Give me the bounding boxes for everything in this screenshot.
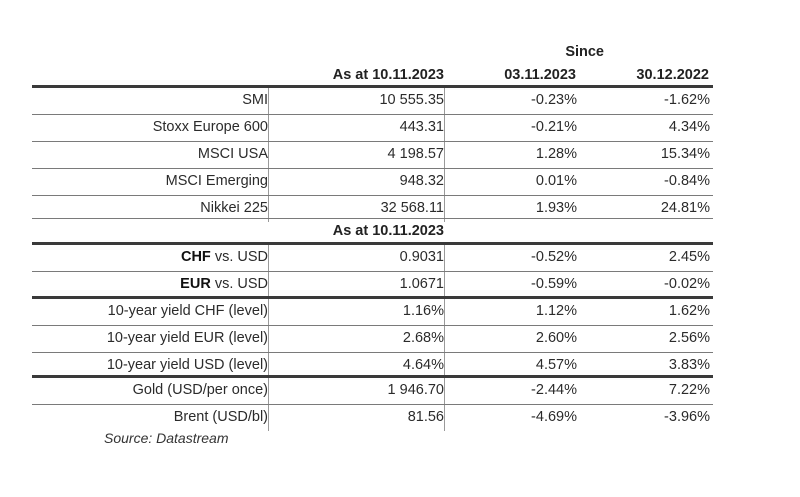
section-header-as-at: As at 10.11.2023 (332, 223, 444, 239)
row-label: CHF vs. USD (180, 249, 268, 265)
row-value: 443.31 (399, 119, 444, 135)
row-value: 81.56 (407, 409, 444, 425)
row-change-2: 3.83% (668, 357, 710, 373)
row-label: 10-year yield EUR (level) (106, 330, 268, 346)
row-change-1: 1.93% (535, 200, 577, 216)
row-value: 948.32 (399, 173, 444, 189)
row-change-1: 2.60% (535, 330, 577, 346)
row-value: 4.64% (402, 357, 444, 373)
row-change-1: 1.28% (535, 146, 577, 162)
row-value: 0.9031 (399, 249, 444, 265)
row-change-2: 15.34% (660, 146, 710, 162)
row-label: Stoxx Europe 600 (152, 119, 268, 135)
row-change-2: -0.84% (664, 173, 710, 189)
row-change-1: 0.01% (535, 173, 577, 189)
row-change-1: -0.23% (531, 92, 577, 108)
row-change-2: 7.22% (668, 382, 710, 398)
table-row (32, 142, 713, 168)
row-change-2: -3.96% (664, 409, 710, 425)
row-label: MSCI USA (197, 146, 268, 162)
row-label: MSCI Emerging (165, 173, 268, 189)
table-row (32, 169, 713, 195)
table-row (32, 272, 713, 298)
row-label: 10-year yield CHF (level) (107, 303, 268, 319)
row-change-2: -1.62% (664, 92, 710, 108)
row-value: 32 568.11 (380, 200, 444, 216)
table-row (32, 88, 713, 114)
row-change-1: -0.52% (531, 249, 577, 265)
row-label: Nikkei 225 (200, 200, 268, 216)
row-value: 1 946.70 (387, 382, 444, 398)
row-change-1: 4.57% (535, 357, 577, 373)
row-value: 1.0671 (399, 276, 444, 292)
header-as-at: As at 10.11.2023 (332, 67, 444, 83)
row-change-1: -0.21% (531, 119, 577, 135)
row-change-2: 24.81% (660, 200, 710, 216)
row-label: 10-year yield USD (level) (106, 357, 268, 373)
table-row (32, 405, 713, 431)
row-change-1: -2.44% (531, 382, 577, 398)
row-change-1: 1.12% (535, 303, 577, 319)
row-value: 1.16% (402, 303, 444, 319)
header-date-1: 03.11.2023 (504, 67, 576, 83)
row-label: EUR vs. USD (180, 276, 268, 292)
row-label: SMI (242, 92, 268, 108)
header-since: Since (565, 44, 604, 60)
table-row (32, 326, 713, 352)
row-value: 10 555.35 (379, 92, 444, 108)
row-label: Gold (USD/per once) (132, 382, 268, 398)
row-change-1: -4.69% (531, 409, 577, 425)
table-row (32, 245, 713, 271)
table-row (32, 378, 713, 404)
header-date-2: 30.12.2022 (636, 67, 709, 83)
row-change-1: -0.59% (531, 276, 577, 292)
row-change-2: 2.45% (668, 249, 710, 265)
source-note: Source: Datastream (104, 430, 229, 446)
table-row (32, 115, 713, 141)
row-value: 4 198.57 (387, 146, 444, 162)
row-change-2: 1.62% (668, 303, 710, 319)
row-value: 2.68% (402, 330, 444, 346)
row-change-2: -0.02% (664, 276, 710, 292)
table-row (32, 299, 713, 325)
row-change-2: 2.56% (668, 330, 710, 346)
row-label: Brent (USD/bl) (173, 409, 268, 425)
row-change-2: 4.34% (668, 119, 710, 135)
